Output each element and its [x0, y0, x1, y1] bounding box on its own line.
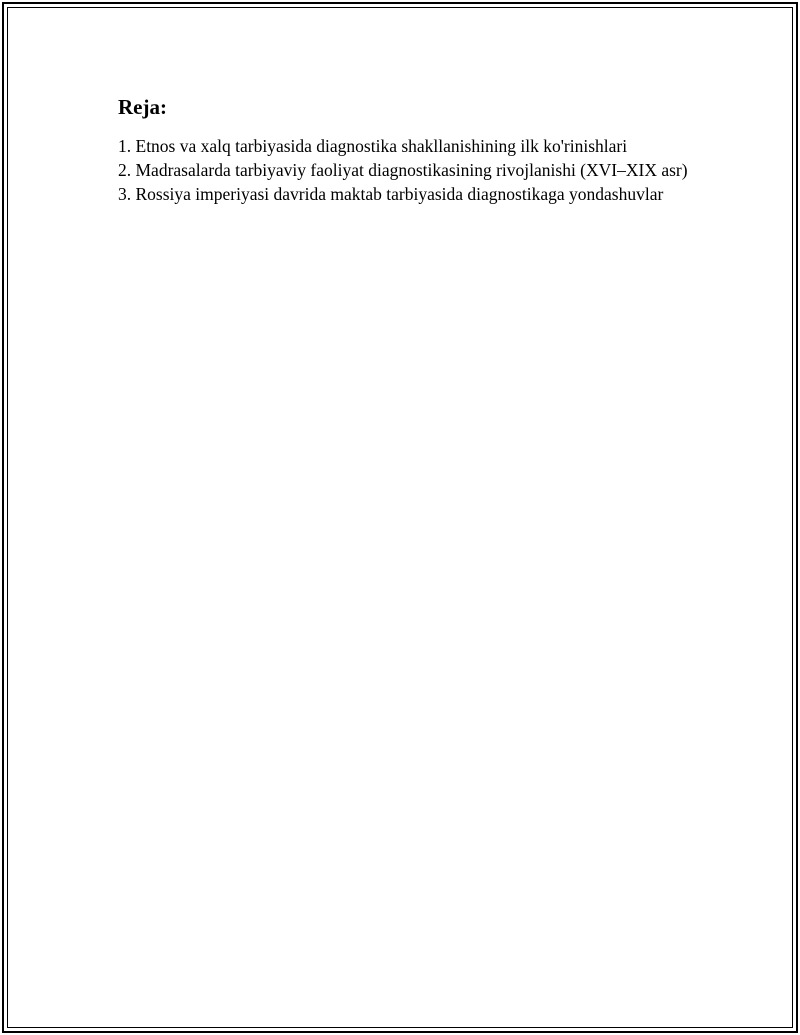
list-item: 3. Rossiya imperiyasi davrida maktab tarbiyasida diagnostikaga yondashuvlar — [118, 184, 664, 204]
page-content — [118, 94, 693, 206]
plan-list — [118, 134, 693, 206]
list-item: 2. Madrasalarda tarbiyaviy faoliyat diagnostikasining rivojlanishi (XVI–XIX asr) — [118, 160, 688, 180]
page-title: Reja: — [118, 95, 167, 119]
list-item: 1. Etnos va xalq tarbiyasida diagnostika shakllanishining ilk ko'rinishlari — [118, 136, 628, 156]
